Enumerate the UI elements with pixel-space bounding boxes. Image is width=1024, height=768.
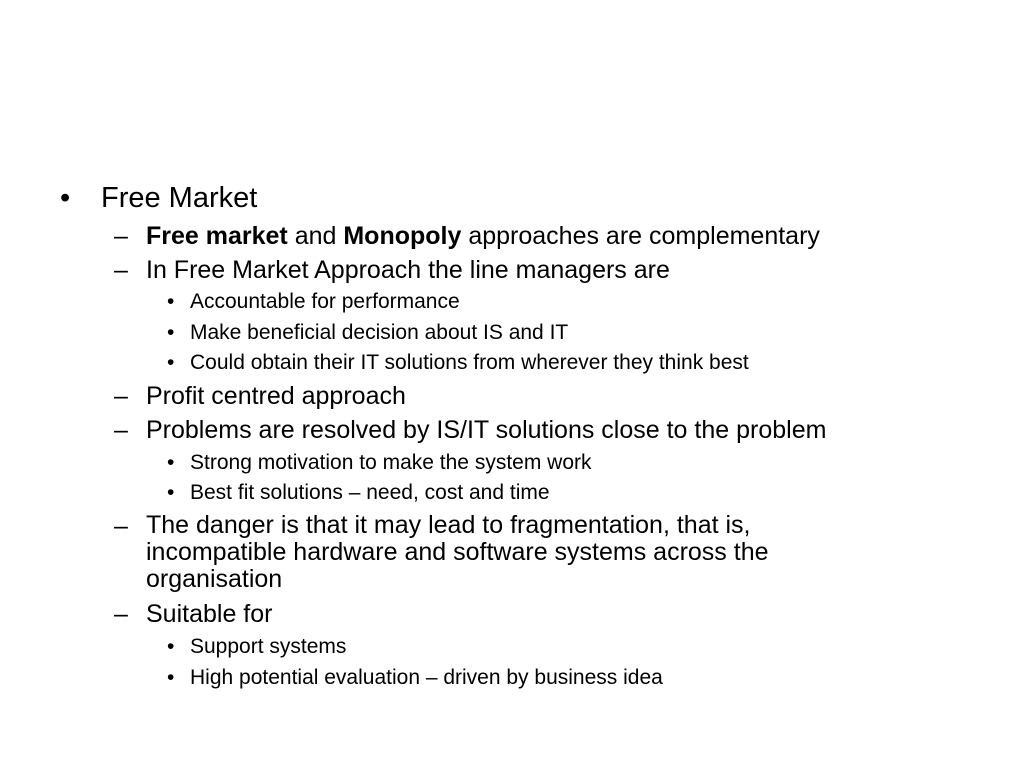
problems-item: Problems are resolved by IS/IT solutions close to the problem bbox=[146, 416, 827, 444]
dot-bullet: • bbox=[167, 635, 175, 658]
sub-item: Strong motivation to make the system work bbox=[190, 451, 592, 474]
danger-line: The danger is that it may lead to fragmentation, that is, bbox=[146, 511, 751, 539]
and-text: and bbox=[287, 222, 344, 250]
sub-item: Could obtain their IT solutions from wherever they think best bbox=[190, 351, 749, 374]
dot-bullet: • bbox=[167, 666, 175, 689]
dot-bullet: • bbox=[167, 351, 175, 374]
complementary-rest: approaches are complementary bbox=[461, 222, 820, 250]
dash-bullet: – bbox=[114, 416, 128, 444]
sub-item: Support systems bbox=[190, 635, 347, 658]
dash-bullet: – bbox=[114, 222, 128, 250]
dash-bullet: – bbox=[114, 256, 128, 284]
monopoly-bold: Monopoly bbox=[343, 222, 462, 250]
level1-bullet: • bbox=[60, 182, 71, 214]
sub-item: High potential evaluation – driven by business idea bbox=[190, 666, 663, 689]
dash-bullet: – bbox=[114, 600, 128, 628]
dot-bullet: • bbox=[167, 451, 175, 474]
free-market-bold: Free market bbox=[146, 222, 288, 250]
line-managers-item: In Free Market Approach the line managers are bbox=[146, 256, 670, 284]
level1-heading: Free Market bbox=[101, 182, 258, 214]
complementary-item bbox=[146, 224, 820, 249]
sub-item: Accountable for performance bbox=[190, 290, 460, 313]
suitable-item: Suitable for bbox=[146, 600, 273, 628]
dot-bullet: • bbox=[167, 481, 175, 504]
dash-bullet: – bbox=[114, 512, 128, 540]
sub-item: Best fit solutions – need, cost and time bbox=[190, 481, 550, 504]
dot-bullet: • bbox=[167, 290, 175, 313]
danger-line: organisation bbox=[146, 565, 283, 593]
dash-bullet: – bbox=[114, 382, 128, 410]
danger-line: incompatible hardware and software systems across the bbox=[146, 538, 769, 566]
sub-item: Make beneficial decision about IS and IT bbox=[190, 321, 569, 344]
danger-item bbox=[146, 512, 769, 593]
profit-item: Profit centred approach bbox=[146, 382, 406, 410]
dot-bullet: • bbox=[167, 321, 175, 344]
